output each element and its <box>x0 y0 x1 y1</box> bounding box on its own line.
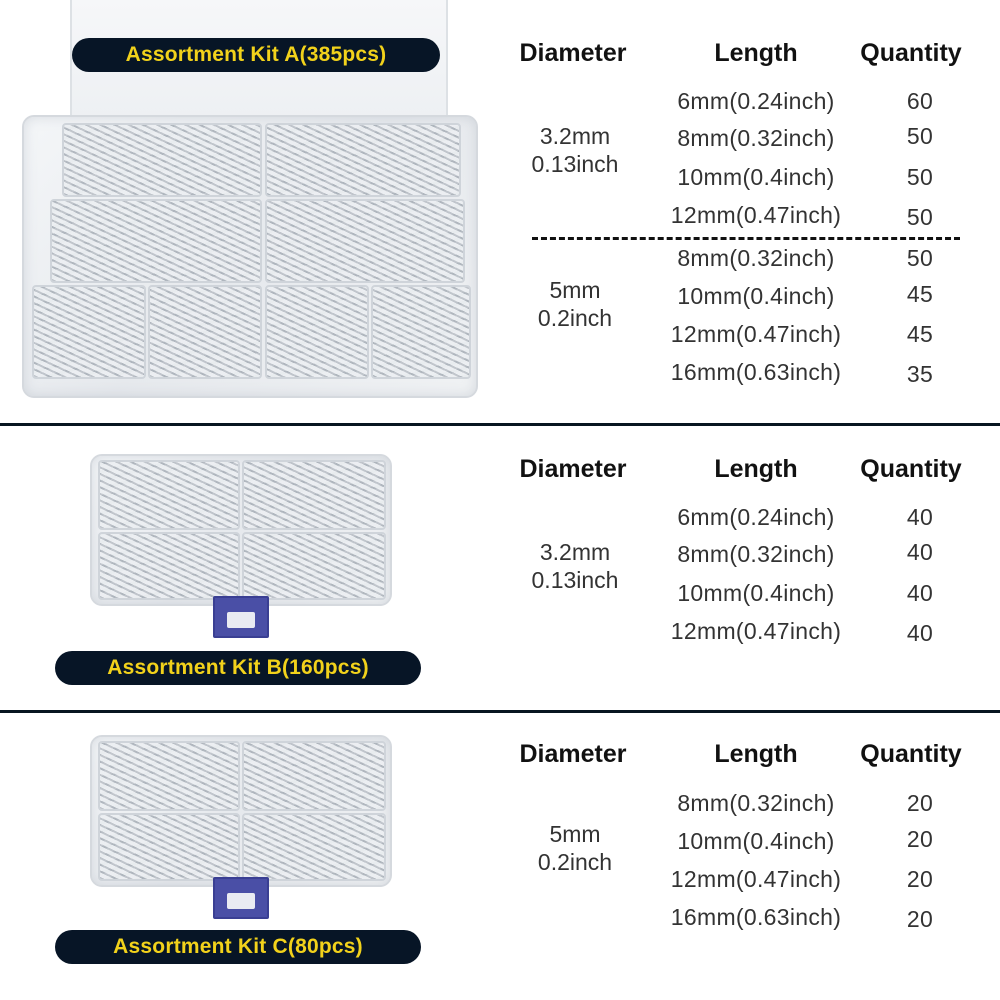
kit-a-compartment <box>265 123 461 197</box>
length-cell: 8mm(0.32inch) <box>677 541 835 567</box>
diameter-inch: 0.13inch <box>531 151 619 177</box>
quantity-cell: 50 <box>906 245 934 271</box>
kit-a-product-image <box>22 115 478 398</box>
length-cell: 12mm(0.47inch) <box>670 202 842 228</box>
length-cell: 10mm(0.4inch) <box>677 164 835 190</box>
kit-c-compartment <box>98 813 240 881</box>
diameter-mm: 5mm <box>549 821 601 847</box>
latch-window <box>227 893 255 909</box>
quantity-cell: 40 <box>906 620 934 646</box>
quantity-cell: 20 <box>906 790 934 816</box>
kit-b-box-latch <box>213 596 269 638</box>
length-cell: 6mm(0.24inch) <box>677 504 835 530</box>
length-cell: 12mm(0.47inch) <box>670 618 842 644</box>
kit-b-banner: Assortment Kit B(160pcs) <box>55 651 421 685</box>
quantity-cell: 50 <box>906 164 934 190</box>
latch-window <box>227 612 255 628</box>
length-cell: 16mm(0.63inch) <box>670 904 842 930</box>
kit-c-product-image <box>90 735 392 887</box>
diameter-value <box>505 122 645 178</box>
length-header: Length <box>714 740 798 768</box>
quantity-cell: 20 <box>906 826 934 852</box>
diameter-inch: 0.13inch <box>531 567 619 593</box>
length-cell: 12mm(0.47inch) <box>670 321 842 347</box>
kit-c-banner: Assortment Kit C(80pcs) <box>55 930 421 964</box>
quantity-cell: 40 <box>906 580 934 606</box>
quantity-cell: 45 <box>906 321 934 347</box>
quantity-cell: 50 <box>906 123 934 149</box>
length-header: Length <box>714 455 798 483</box>
kit-a-section <box>0 0 1000 422</box>
length-header: Length <box>714 39 798 67</box>
length-cell: 16mm(0.63inch) <box>670 359 842 385</box>
diameter-mm: 3.2mm <box>539 539 611 565</box>
kit-b-compartment <box>98 460 240 530</box>
quantity-cell: 35 <box>906 361 934 387</box>
length-cell: 12mm(0.47inch) <box>670 866 842 892</box>
length-cell: 8mm(0.32inch) <box>677 790 835 816</box>
length-cell: 8mm(0.32inch) <box>677 125 835 151</box>
quantity-header: Quantity <box>860 455 962 483</box>
kit-b-compartment <box>242 532 386 600</box>
quantity-header: Quantity <box>860 39 962 67</box>
kit-c-box-latch <box>213 877 269 919</box>
quantity-cell: 45 <box>906 281 934 307</box>
length-cell: 10mm(0.4inch) <box>677 828 835 854</box>
length-cell: 10mm(0.4inch) <box>677 580 835 606</box>
kit-a-compartment <box>62 123 262 197</box>
diameter-header: Diameter <box>519 455 627 483</box>
quantity-cell: 50 <box>906 204 934 230</box>
quantity-cell: 40 <box>906 539 934 565</box>
length-cell: 6mm(0.24inch) <box>677 88 835 114</box>
kit-c-compartment <box>98 741 240 811</box>
diameter-value <box>505 538 645 594</box>
diameter-header: Diameter <box>519 740 627 768</box>
diameter-inch: 0.2inch <box>537 849 613 875</box>
quantity-cell: 40 <box>906 504 934 530</box>
quantity-cell: 60 <box>906 88 934 114</box>
quantity-header: Quantity <box>860 740 962 768</box>
kit-a-compartment <box>148 285 262 379</box>
kit-b-compartment <box>98 532 240 600</box>
kit-a-compartment <box>32 285 146 379</box>
kit-b-product-image <box>90 454 392 606</box>
kit-a-compartment <box>371 285 471 379</box>
diameter-header: Diameter <box>519 39 627 67</box>
kit-a-compartment <box>265 199 465 283</box>
diameter-value <box>505 820 645 876</box>
kit-b-compartment <box>242 460 386 530</box>
kit-c-compartment <box>242 741 386 811</box>
kit-c-compartment <box>242 813 386 881</box>
kit-a-compartment <box>265 285 369 379</box>
length-cell: 10mm(0.4inch) <box>677 283 835 309</box>
kit-b-section <box>0 426 1000 710</box>
kit-a-compartment <box>50 199 262 283</box>
kit-c-section <box>0 713 1000 1000</box>
diameter-value <box>505 276 645 332</box>
quantity-cell: 20 <box>906 906 934 932</box>
diameter-mm: 5mm <box>549 277 601 303</box>
diameter-mm: 3.2mm <box>539 123 611 149</box>
diameter-inch: 0.2inch <box>537 305 613 331</box>
length-cell: 8mm(0.32inch) <box>677 245 835 271</box>
quantity-cell: 20 <box>906 866 934 892</box>
group-separator <box>532 237 960 240</box>
kit-a-banner: Assortment Kit A(385pcs) <box>72 38 440 72</box>
